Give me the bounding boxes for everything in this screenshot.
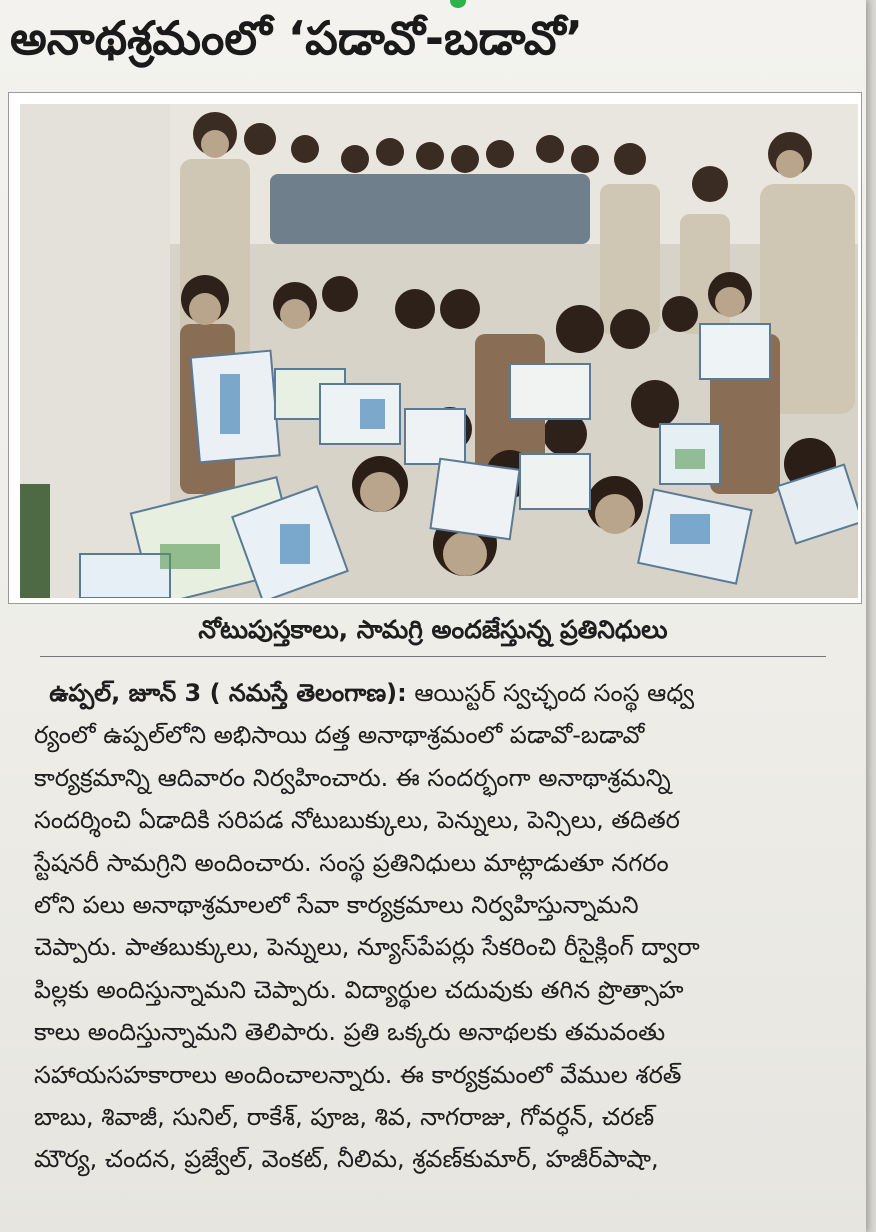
article-line-first [34,672,856,714]
divider-line [40,656,826,657]
photo-caption: నోటుపుస్తకాలు, సామగ్రి అందజేస్తున్న ప్రతినిధులు [198,615,668,644]
article-line: కార్యక్రమాన్ని ఆదివారం నిర్వహించారు. ఈ సందర్భంగా అనాథాశ్రమన్ని [34,763,671,792]
article-line: లోని పలు అనాథాశ్రమాలలో సేవా కార్యక్రమాలు నిర్వహిస్తున్నామని [34,890,639,919]
article-line: బాబు, శివాజీ, సునిల్, రాకేశ్, పూజ, శివ, నాగరాజు, గోవర్ధన్, చరణ్ [34,1102,655,1131]
article-line: మౌర్య, చందన, ప్రజ్వేల్, వెంకట్, నీలిమ, శ్రవణ్‌కుమార్, హజీర్‌పాషా, [34,1145,659,1174]
article-line: చెప్పారు. పాతబుక్కులు, పెన్నులు, న్యూస్‌పేపర్లు సేకరించి రీసైక్లింగ్ ద్వారా [34,933,700,962]
article-line: స్టేషనరీ సామగ్రిని అందించారు. సంస్థ ప్రతినిధులు మాట్లాడుతూ నగరం [34,848,669,877]
article-line: కాలు అందిస్తున్నామని తెలిపారు. ప్రతి ఒక్కరు అనాథలకు తమవంతు [34,1018,666,1047]
article-line: పిల్లకు అందిస్తున్నామని చెప్పారు. విద్యార్థుల చదువుకు తగిన ప్రొత్సాహ [34,975,684,1004]
headline: అనాథశ్రమంలో ‘పడావో-బడావో’ [10,11,583,65]
article-line: సహాయసహకారాలు అందించాలన్నారు. ఈ కార్యక్రమంలో వేముల శరత్ [34,1060,682,1089]
article-line: ర్యంలో ఉప్పల్‌లోని అభిసాయి దత్త అనాథాశ్రమంలో పడావో-బడావో [34,721,645,750]
article-body [34,672,856,1181]
group-photo [20,104,858,598]
article-line-text: ఆయిస్టర్ స్వచ్ఛంద సంస్థ ఆధ్వ [414,679,695,707]
group-photo-illustration [20,104,858,598]
dateline: ఉప్పల్, జూన్ 3 ( నమస్తే తెలంగాణ): [49,679,407,707]
article-line: సందర్శించి ఏడాదికి సరిపడ నోటుబుక్కులు, పెన్నులు, పెన్సిలు, తదితర [34,806,680,835]
